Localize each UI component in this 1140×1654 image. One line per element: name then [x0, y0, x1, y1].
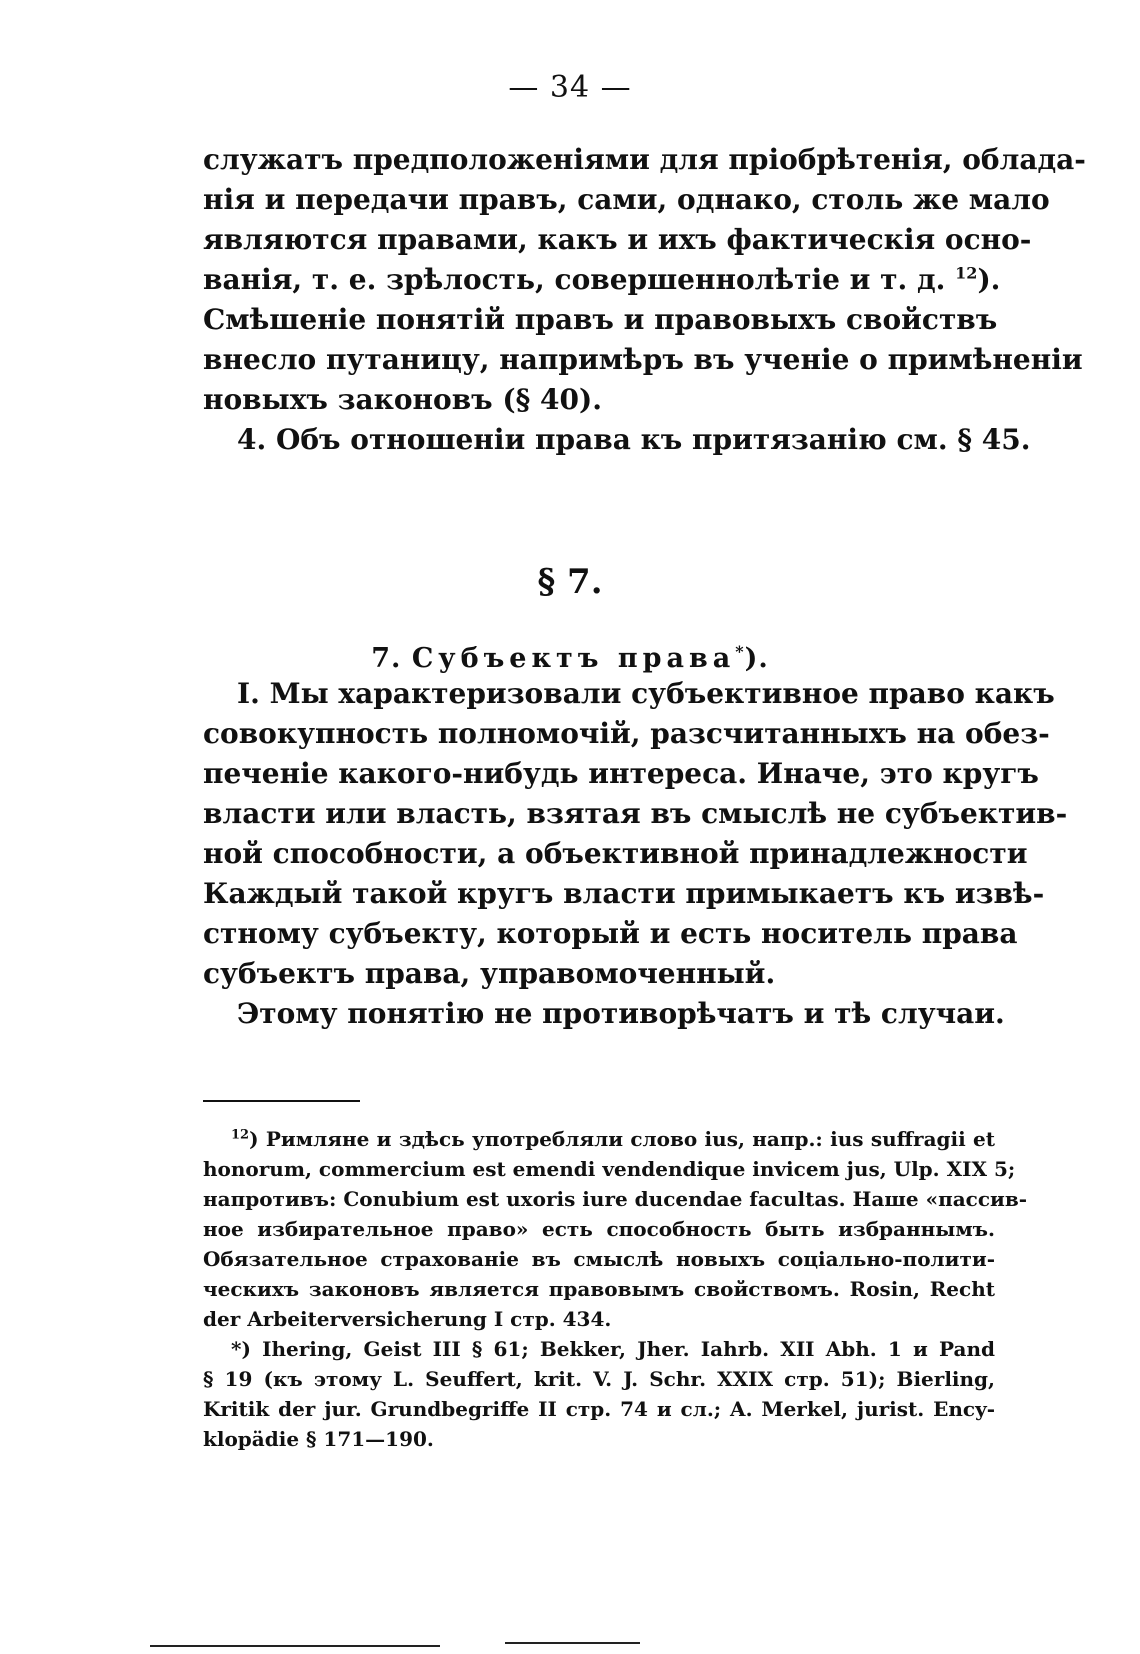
text-line: I. Мы характеризовали субъективное право какъ: [237, 677, 1055, 710]
text-line: Каждый такой кругъ власти примыкаетъ къ извѣ-: [203, 877, 1045, 910]
footnote-divider: [203, 1100, 360, 1102]
text-fragment: ванія, т. е. зрѣлость, совершеннолѣтіе и т. д.: [203, 263, 946, 296]
section-sign: § 7.: [537, 562, 603, 602]
text-line: внесло путаницу, напримѣръ въ ученіе о примѣненіи: [203, 343, 1083, 376]
footnote-12-line: der Arbeiterversicherung I стр. 434.: [203, 1307, 612, 1331]
footnote-marker-12: 12: [231, 1127, 250, 1143]
text-line: печеніе какого-нибудь интереса. Иначе, это кругъ: [203, 757, 1039, 790]
text-line: являются правами, какъ и ихъ фактическія осно-: [203, 223, 1032, 256]
footnote-12-line: напротивъ: Conubium est uxoris iure ducendae facultas. Наше «пассив-: [203, 1187, 1028, 1211]
bottom-mark-left: [150, 1645, 440, 1647]
footnotes: [203, 1124, 1028, 1454]
footnote-star-line: § 19 (къ этому L. Seuffert, krit. V. J. Schr. XXIX стр. 51); Bierling,: [203, 1367, 995, 1391]
heading-footnote-ref: *: [735, 642, 745, 661]
continuation-paragraph: [203, 140, 1086, 460]
footnote-star-line: klopädie § 171—190.: [203, 1427, 434, 1451]
text-line: власти или власть, взятая въ смыслѣ не субъектив-: [203, 797, 1068, 830]
body-paragraph: [203, 674, 1068, 1034]
text-line: ной способности, а объективной принадлежности: [203, 837, 1028, 870]
section-heading: [0, 643, 1140, 674]
page-number: — 34 —: [508, 70, 632, 105]
footnote-ref-12: 12: [955, 263, 978, 283]
footnote-12-line: ческихъ законовъ является правовымъ свойствомъ. Rosin, Recht: [203, 1277, 995, 1301]
ref-close: ).: [977, 263, 1001, 296]
footnote-12-line: Обязательное страхованіе въ смыслѣ новыхъ соціально-полити-: [203, 1247, 995, 1271]
footnote-12-line: honorum, commercium est emendi vendendique invicem jus, Ulp. XIX 5;: [203, 1157, 1016, 1181]
text-fragment: ) Римляне и здѣсь употребляли слово ius, напр.: ius suffragii et: [249, 1127, 995, 1151]
text-line: Смѣшеніе понятій правъ и правовыхъ свойствъ: [203, 303, 998, 336]
footnote-star-line: Kritik der jur. Grundbegriffe II стр. 74 и сл.; A. Merkel, jurist. Ency-: [203, 1397, 995, 1421]
bottom-mark-right: [505, 1642, 640, 1644]
text-line: Этому понятію не противорѣчатъ и тѣ случаи.: [237, 997, 1005, 1030]
footnote-12-line: ное избирательное право» есть способность быть избраннымъ.: [203, 1217, 995, 1241]
footnote-12-line: [203, 1124, 995, 1154]
heading-title: Субъектъ права: [411, 643, 736, 674]
text-line-with-ref: [203, 260, 1001, 300]
text-line: служатъ предположеніями для пріобрѣтенія, облада-: [203, 143, 1086, 176]
text-line: нія и передачи правъ, сами, однако, столь же мало: [203, 183, 1050, 216]
text-line: новыхъ законовъ (§ 40).: [203, 383, 602, 416]
footnote-star-line: *) Ihering, Geist III § 61; Bekker, Jher. Iahrb. XII Abh. 1 и Pand: [231, 1337, 995, 1361]
heading-number: 7.: [371, 643, 402, 674]
item-4-line: 4. Объ отношеніи права къ притязанію см. § 45.: [237, 423, 1031, 456]
text-line: субъектъ права, управомоченный.: [203, 957, 776, 990]
text-line: совокупность полномочій, разсчитанныхъ на обез-: [203, 717, 1050, 750]
heading-close: ).: [744, 643, 769, 674]
text-line: стному субъекту, который и есть носитель права: [203, 917, 1018, 950]
